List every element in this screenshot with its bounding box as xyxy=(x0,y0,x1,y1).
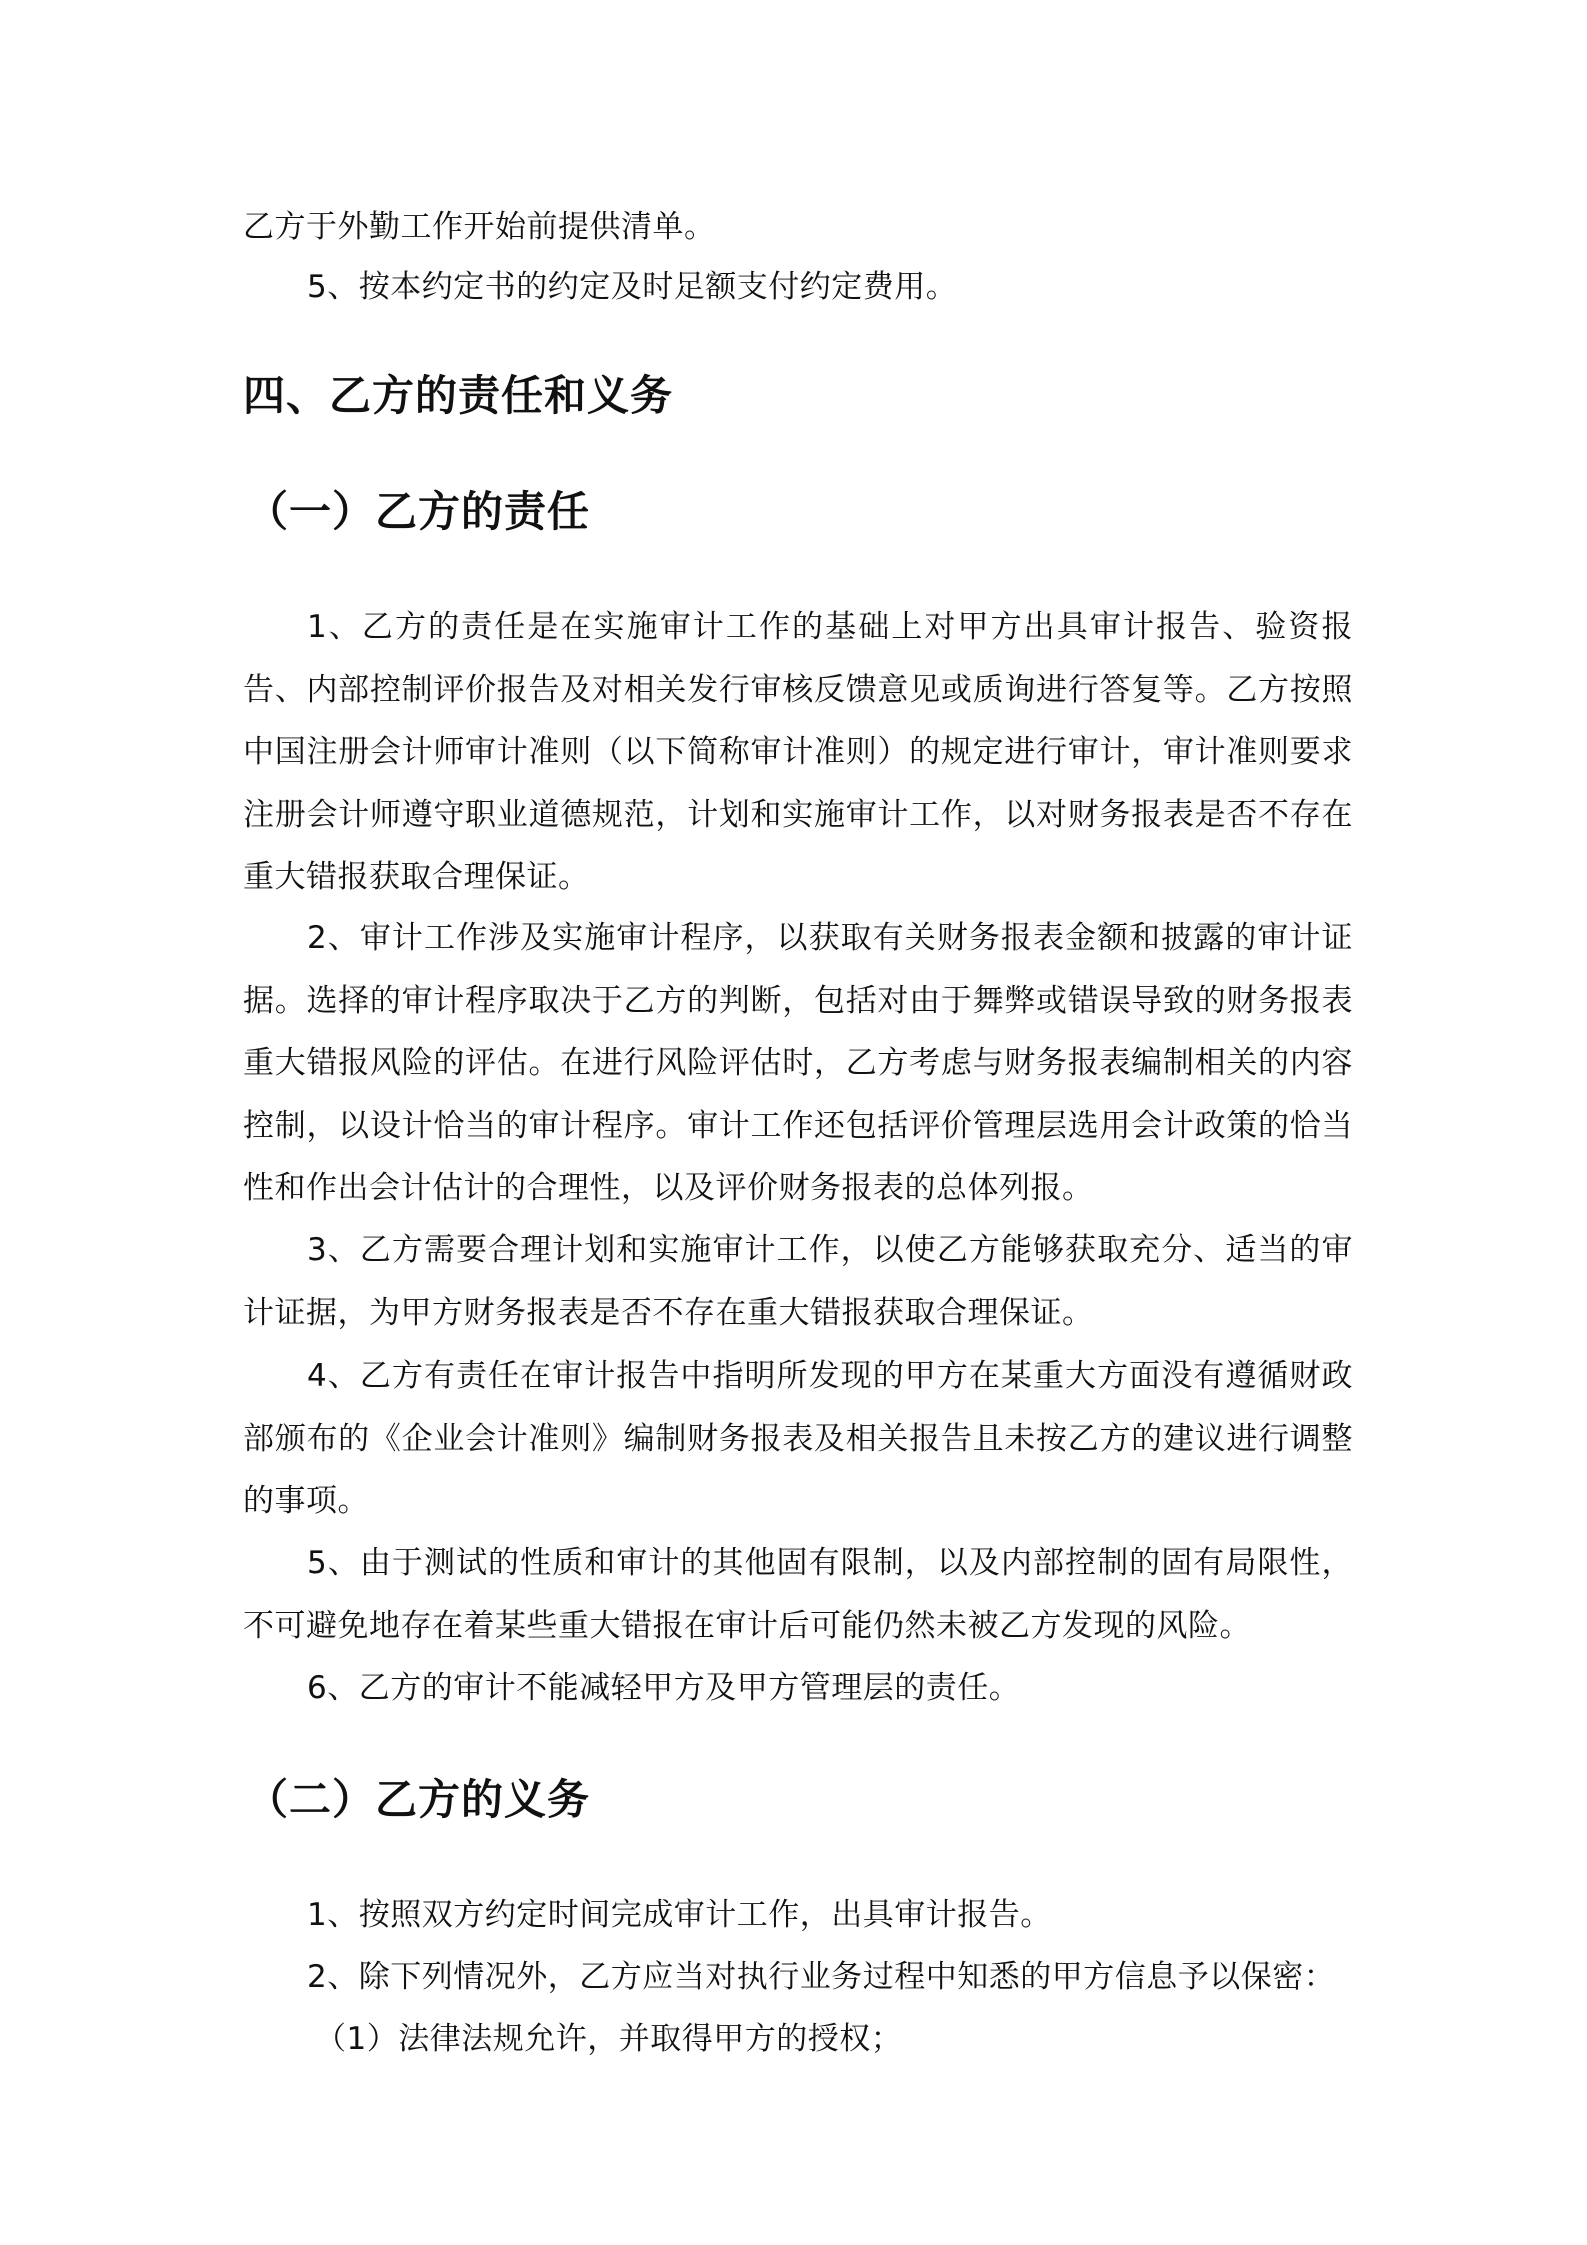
responsibility-6: 6、乙方的审计不能减轻甲方及甲方管理层的责任。 xyxy=(307,1670,1021,1706)
responsibility-5: 5、由于测试的性质和审计的其他固有限制，以及内部控制的固有局限性，不可避免地存在着某些重大错报在审计后可能仍然未被乙方发现的风险。 xyxy=(243,1545,1353,1644)
section-4-heading: 四、乙方的责任和义务 xyxy=(243,371,674,420)
obligation-2-sub-1: （1）法律法规允许，并取得甲方的授权； xyxy=(315,2021,903,2057)
responsibility-1: 1、乙方的责任是在实施审计工作的基础上对甲方出具审计报告、验资报告、内部控制评价报告及对相关发行审核反馈意见或质询进行答复等。乙方按照中国注册会计师审计准则（以下简称审计准则）的规定进行审计，审计准则要求注册会计师遵守职业道德规范，计划和实施审计工作，以对财务报表是否不存在重大错报获取合理保证。 xyxy=(243,609,1353,895)
responsibility-4: 4、乙方有责任在审计报告中指明所发现的甲方在某重大方面没有遵循财政部颁布的《企业会计准则》编制财务报表及相关报告且未按乙方的建议进行调整的事项。 xyxy=(243,1358,1353,1519)
subsection-2-heading: （二）乙方的义务 xyxy=(246,1775,591,1824)
prev-item-5: 5、按本约定书的约定及时足额支付约定费用。 xyxy=(307,269,958,305)
responsibility-2: 2、审计工作涉及实施审计程序，以获取有关财务报表金额和披露的审计证据。选择的审计程序取决于乙方的判断，包括对由于舞弊或错误导致的财务报表重大错报风险的评估。在进行风险评估时，乙方考虑与财务报表编制相关的内容控制，以设计恰当的审计程序。审计工作还包括评价管理层选用会计政策的恰当性和作出会计估计的合理性，以及评价财务报表的总体列报。 xyxy=(243,920,1353,1206)
responsibility-3: 3、乙方需要合理计划和实施审计工作，以使乙方能够获取充分、适当的审计证据，为甲方财务报表是否不存在重大错报获取合理保证。 xyxy=(243,1232,1353,1331)
obligation-2: 2、除下列情况外，乙方应当对执行业务过程中知悉的甲方信息予以保密： xyxy=(307,1959,1336,1995)
obligation-1: 1、按照双方约定时间完成审计工作，出具审计报告。 xyxy=(307,1897,1052,1933)
subsection-1-heading: （一）乙方的责任 xyxy=(246,487,591,536)
continued-paragraph: 乙方于外勤工作开始前提供清单。 xyxy=(243,209,716,245)
